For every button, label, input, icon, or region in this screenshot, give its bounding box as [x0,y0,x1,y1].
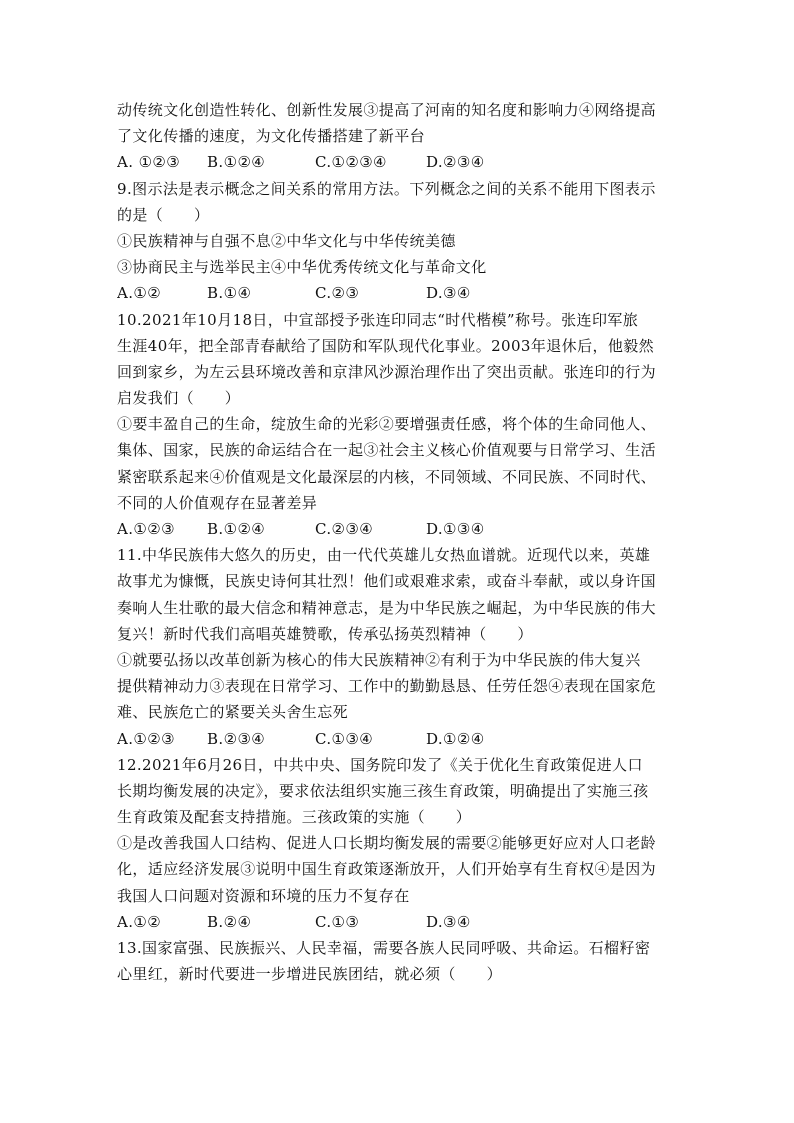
option-b: B.①④ [207,284,252,303]
option-a: A.①② [117,912,162,931]
option-b: B.①②④ [207,153,266,172]
option-a: A.①②③ [117,520,175,538]
question-statement: ③协商民主与选举民主④中华优秀传统文化与革命文化 [117,258,487,277]
question-stem: 故事尤为慷慨，民族史诗何其壮烈！他们或艰难求索，或奋斗奉献，或以身许国 [117,572,657,591]
option-d: D.①③④ [426,520,485,538]
question-statement: 我国人口问题对资源和环境的压力不复存在 [117,886,410,905]
question-statement: ①要丰盈自己的生命，绽放生命的光彩②要增强责任感，将个体的生命同他人、 [117,415,657,434]
question-statement: ①民族精神与自强不息②中华文化与中华传统美德 [117,231,456,250]
option-c: C.①③ [315,912,360,931]
question-statement: ①就要弘扬以改革创新为核心的伟大民族精神②有利于为中华民族的伟大复兴 [117,650,641,669]
question-statement: 提供精神动力③表现在日常学习、工作中的勤勤恳恳、任劳任怨④表现在国家危 [117,677,657,696]
question-statement: 化，适应经济发展③说明中国生育政策逐渐放开，人们开始享有生育权④是因为 [117,860,657,879]
question-stem: 11.中华民族伟大悠久的历史，由一代代英雄儿女热血谱就。近现代以来，英雄 [117,546,651,565]
question-9 [117,176,682,307]
option-c: C.②③④ [315,520,374,538]
question-statement: 集体、国家，民族的命运结合在一起③社会主义核心价值观要与日常学习、生活 [117,441,657,460]
option-d: D.①②④ [426,729,485,748]
question-text-line: 了文化传播的速度，为文化传播搭建了新平台 [117,127,426,146]
question-statement: 紧密联系起来④价值观是文化最深层的内核，不同领域、不同民族、不同时代、 [117,467,657,486]
option-a: A. ①②③ [117,153,181,172]
question-statement: ①是改善我国人口结构、促进人口长期均衡发展的需要②能够更好应对人口老龄 [117,834,657,853]
question-stem: 生育政策及配套支持措施。三孩政策的实施（ ） [117,808,472,827]
question-8-tail [117,97,682,176]
question-12 [117,752,682,935]
question-stem: 长期均衡发展的决定》，要求依法组织实施三孩生育政策，明确提出了实施三孩 [117,781,649,800]
question-10 [117,307,682,543]
question-stem: 回到家乡，为左云县环境改善和京津风沙源治理作出了突出贡献。张连印的行为 [117,362,657,381]
question-stem: 10.2021年10月18日，中宣部授予张连印同志“时代楷模”称号。张连印军旅 [117,310,639,329]
question-stem: 的是（ ） [117,205,210,224]
question-statement: 不同的人价值观存在显著差异 [117,493,318,512]
answer-options [117,149,682,175]
question-stem: 9.图示法是表示概念之间关系的常用方法。下列概念之间的关系不能用下图表示 [117,179,656,198]
question-stem: 13.国家富强、民族振兴、人民幸福，需要各族人民同呼吸、共命运。石榴籽密 [117,939,651,957]
question-stem: 生涯40年，把全部青春献给了国防和军队现代化事业。2003年退休后，他毅然 [117,336,655,355]
option-c: C.①②③④ [315,153,387,172]
question-13 [117,935,682,987]
question-stem: 奏响人生壮歌的最大信念和精神意志，是为中华民族之崛起，为中华民族的伟大 [117,598,657,617]
option-b: B.①②④ [207,520,266,538]
answer-options [117,280,682,306]
question-11 [117,542,682,752]
option-d: D.③④ [426,284,471,303]
option-c: C.②③ [315,284,360,303]
answer-options [117,726,682,752]
option-c: C.①③④ [315,729,374,748]
option-b: B.②④ [207,912,252,931]
option-b: B.②③④ [207,729,266,748]
question-stem: 复兴！新时代我们高唱英雄赞歌，传承弘扬英烈精神（ ） [117,624,533,643]
answer-options [117,516,682,542]
option-a: A.①② [117,284,162,303]
question-statement: 难、民族危亡的紧要关头舍生忘死 [117,703,349,722]
question-stem: 心里红，新时代要进一步增进民族团结，就必须（ ） [117,965,503,984]
question-stem: 启发我们（ ） [117,389,241,408]
answer-options [117,909,682,935]
option-a: A.①②③ [117,729,175,748]
exam-content [117,97,682,987]
question-stem: 12.2021年6月26日，中共中央、国务院印发了《关于优化生育政策促进人口 [117,755,643,774]
question-text-line: 动传统文化创造性转化、创新性发展③提高了河南的知名度和影响力④网络提高 [117,101,657,119]
option-d: D.②③④ [426,153,485,172]
option-d: D.③④ [426,912,471,931]
